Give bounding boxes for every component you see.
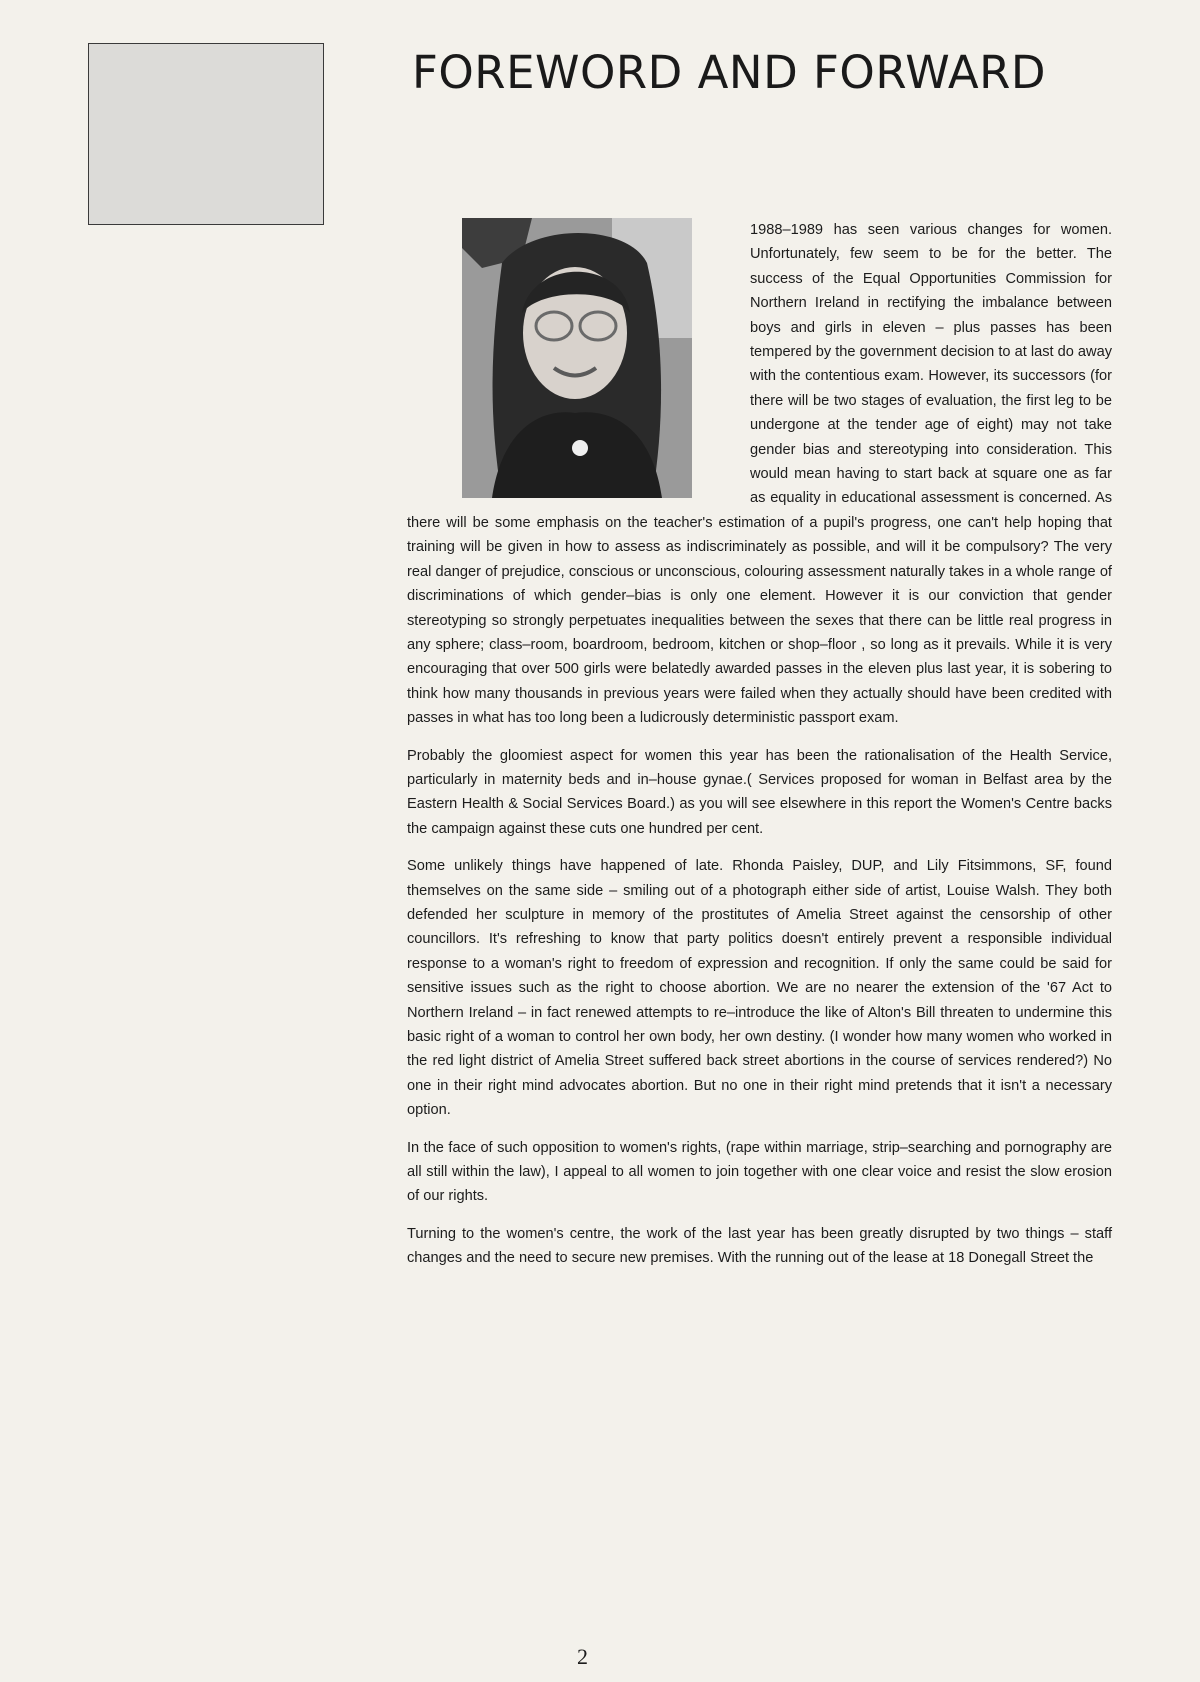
page-number: 2	[577, 1644, 588, 1669]
author-portrait-photo	[462, 218, 692, 498]
foreword-body	[407, 218, 1112, 1284]
grey-placeholder-box	[88, 43, 324, 225]
paragraph-5: Turning to the women's centre, the work of the last year has been greatly disrupted by two things – staff changes and the need to secure new premises. With the running out of the lease at 18 Donegall Street the	[407, 1225, 1112, 1267]
paragraph-3: Some unlikely things have happened of late. Rhonda Paisley, DUP, and Lily Fitsimmons, SF, found themselves on the same side – smiling out of a photograph either side of artist, Louise Walsh. They both defended her sculpture in memory of the prostitutes of Amelia Street against the censorship of other councillors. It's refreshing to know that party politics doesn't entirely prevent a responsible individual response to a woman's right to freedom of expression and recognition. If only the same could be said for sensitive issues such as the right to choose abortion. We are no nearer the extension of the '67 Act to Northern Ireland – in fact renewed attempts to re–introduce the like of Alton's Bill threaten to undermine this basic right of a woman to control her own body, her own destiny. (I wonder how many women who worked in the red light district of Amelia Street suffered back street abortions in the course of services rendered?) No one in their right mind advocates abortion. But no one in their right mind pretends that it isn't a necessary option.	[407, 858, 1112, 1119]
paragraph-2: Probably the gloomiest aspect for women this year has been the rationalisation of the Health Service, particularly in maternity beds and in–house gynae.( Services proposed for woman in Belfast area by the Eastern Health & Social Services Board.) as you will see elsewhere in this report the Women's Centre backs the campaign against these cuts one hundred per cent.	[407, 747, 1112, 837]
page-title: FOREWORD AND FORWARD	[412, 46, 1047, 99]
paragraph-4: In the face of such opposition to women's rights, (rape within marriage, strip–searching and pornography are all still within the law), I appeal to all women to join together with one clear voice and resist the slow erosion of our rights.	[407, 1139, 1112, 1205]
paragraph-1: 1988–1989 has seen various changes for women. Unfortunately, few seem to be for the better. The success of the Equal Opportunities Commission for Northern Ireland in rectifying the imbalance between boys and girls in eleven – plus passes has been tempered by the government decision to at last do away with the contentious exam. However, its successors (for there will be two stages of evaluation, the first leg to be undergone at the tender age of eight) may not take gender bias and stereotyping into consideration. This would mean having to start back at square one as far as equality in educational assessment is concerned. As there will be some emphasis on the teacher's estimation of a pupil's progress, one can't help hoping that training will be given in how to assess as indiscriminately as possible, and will it be compulsory? The very real danger of prejudice, conscious or unconscious, colouring assessment naturally takes in a whole range of discriminations of which gender–bias is only one element. However it is our conviction that gender stereotyping so strongly perpetuates inequalities between the sexes that there can be little real progress in any sphere; class–room, boardroom, bedroom, kitchen or shop–floor , so long as it prevails. While it is very encouraging that over 500 girls were belatedly awarded passes in the eleven plus last year, it is sobering to think how many thousands in previous years were failed when they actually should have been credited with passes in what has too long been a ludicrously deterministic passport exam.	[407, 222, 1112, 727]
